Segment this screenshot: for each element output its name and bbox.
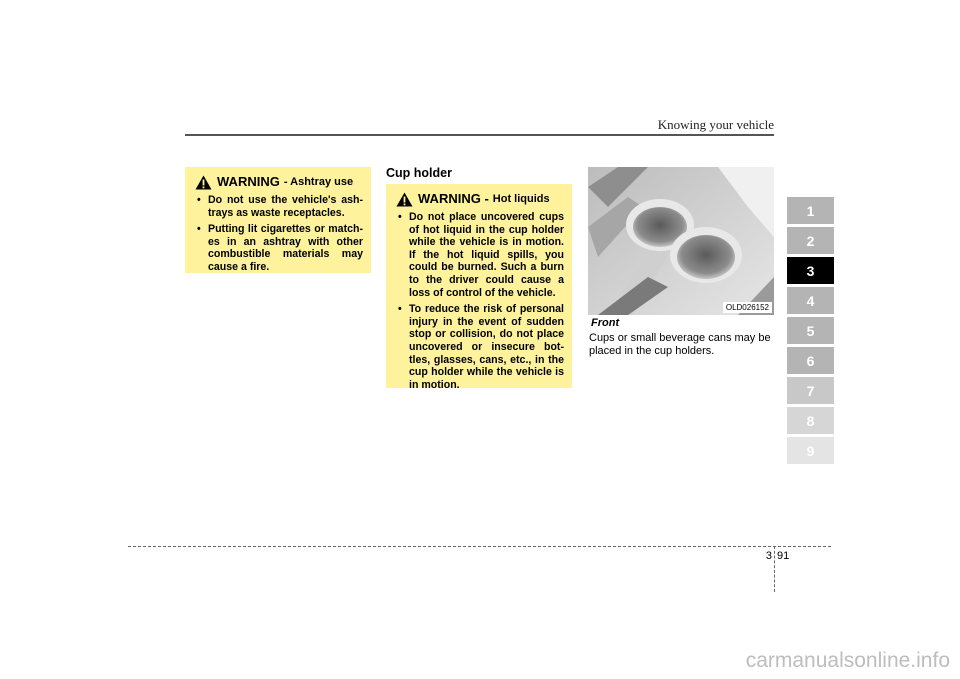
chapter-tab-7[interactable]: 7 xyxy=(787,377,834,404)
watermark: carmanualsonline.info xyxy=(745,649,950,672)
warning-list xyxy=(195,194,363,274)
warning-item: • Do not place uncovered cups of hot liquid in the cup holder while the vehicle is in motion. If the hot liquid spills, you could be burned. Such a burn to the driver could cause a loss of control of the vehicle. xyxy=(396,211,564,299)
header-title: Knowing your vehicle xyxy=(657,117,774,132)
page-number: 91 xyxy=(777,550,790,562)
warning-box-ashtray xyxy=(185,167,371,273)
chapter-tab-2[interactable]: 2 xyxy=(787,227,834,254)
footer-tick xyxy=(774,546,775,592)
warning-header xyxy=(195,175,363,190)
warning-subtitle: Hot liquids xyxy=(492,193,550,206)
warning-item: • To reduce the risk of personal injury in the event of sudden stop or collision, do not place uncovered or insecure bot-tles, glasses, cans, etc., in the cup holder while the vehicle is in motion. xyxy=(396,303,564,391)
chapter-tab-5[interactable]: 5 xyxy=(787,317,834,344)
chapter-tab-6[interactable]: 6 xyxy=(787,347,834,374)
photo-caption: Front xyxy=(591,317,620,329)
section-title: Cup holder xyxy=(386,166,452,180)
chapter-tab-1[interactable]: 1 xyxy=(787,197,834,224)
warning-triangle-icon xyxy=(396,192,413,207)
warning-box-hot-liquids xyxy=(386,184,572,391)
photo-code: OLD026152 xyxy=(723,302,772,313)
cup-holder-photo xyxy=(588,167,774,315)
footer-rule xyxy=(128,546,831,547)
warning-word: WARNING - xyxy=(418,191,489,207)
chapter-tab-3[interactable]: 3 xyxy=(787,257,834,284)
cup-holder-illustration xyxy=(588,167,774,315)
body-text: Cups or small beverage cans may be placed in the cup holders. xyxy=(589,332,771,357)
chapter-tab-8[interactable]: 8 xyxy=(787,407,834,434)
warning-item: • Putting lit cigarettes or match-es in an ashtray with other combustible materials may cause a fire. xyxy=(195,223,363,273)
warning-item: • Do not use the vehicle's ash-trays as waste receptacles. xyxy=(195,194,363,219)
page-chapter: 3 xyxy=(765,550,772,562)
chapter-tab-9[interactable]: 9 xyxy=(787,437,834,464)
warning-subtitle: - Ashtray use xyxy=(283,176,354,189)
warning-word: WARNING xyxy=(217,174,280,190)
warning-list xyxy=(396,211,564,391)
warning-header xyxy=(396,192,564,207)
chapter-tab-4[interactable]: 4 xyxy=(787,287,834,314)
header-rule xyxy=(185,134,774,136)
warning-triangle-icon xyxy=(195,175,212,190)
